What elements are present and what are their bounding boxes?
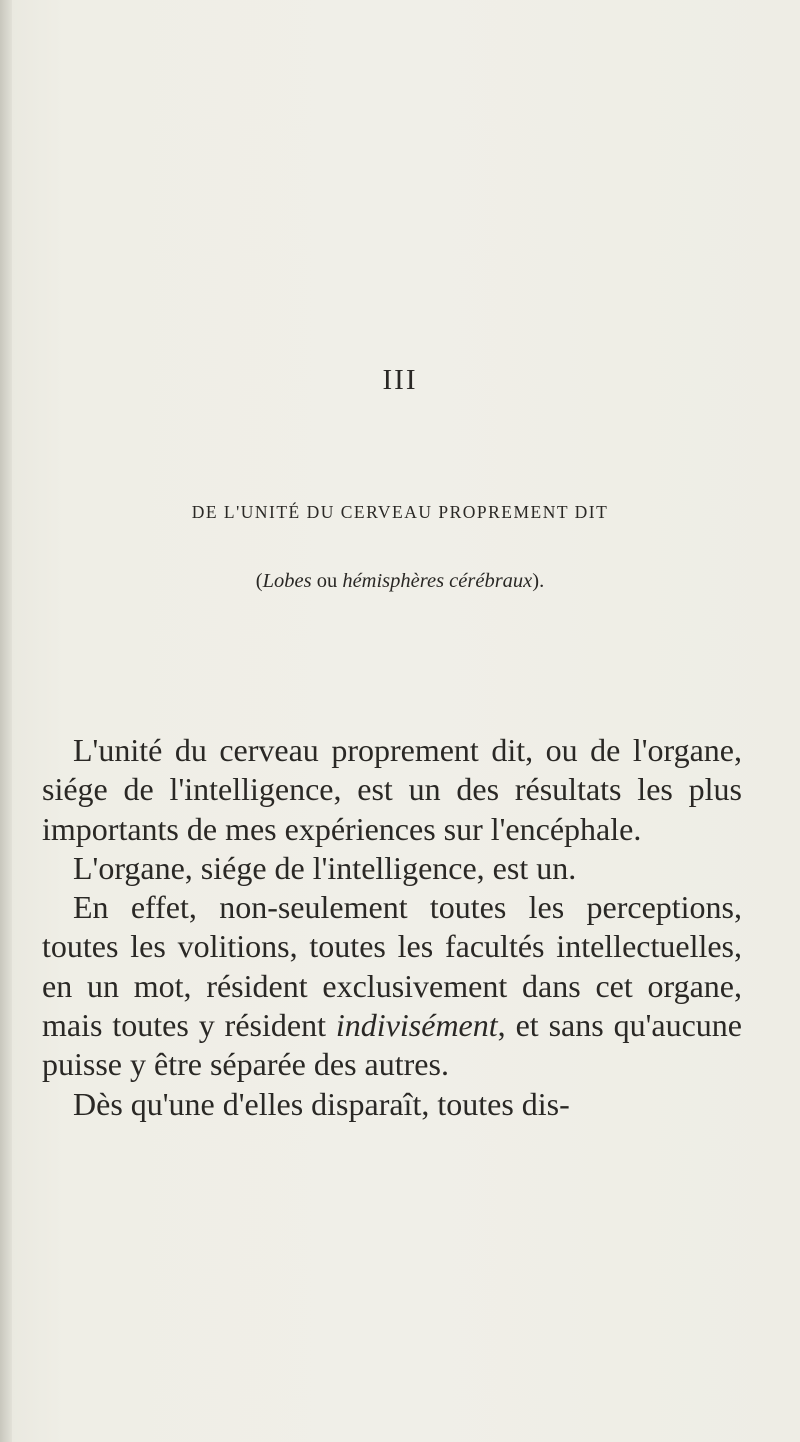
paragraph-3 bbox=[42, 888, 742, 1084]
chapter-number: III bbox=[382, 364, 418, 396]
page-gutter-shadow bbox=[0, 0, 12, 1442]
chapter-subtitle bbox=[0, 567, 800, 595]
subtitle-lobes: Lobes bbox=[262, 570, 312, 592]
paragraph-3-start: En effet, non-seulement toutes les perceptions, toutes les volitions, toutes les facultés intellectuelles, en un mot, résident exclusivement dans cet organe, mais toutes y résident bbox=[42, 889, 742, 1044]
paragraph-4: Dès qu'une d'elles disparaît, toutes dis- bbox=[73, 1085, 570, 1122]
paragraph-3-end: , et sans qu'aucune puisse y être séparée des autres. bbox=[42, 1007, 743, 1083]
subtitle-open-paren: ( bbox=[255, 570, 263, 592]
body-text bbox=[42, 731, 742, 1124]
subtitle-hemispheres: hémisphères cérébraux bbox=[342, 570, 533, 592]
subtitle-ou: ou bbox=[316, 570, 338, 592]
paragraph-3-emphasis: indivisément bbox=[335, 1007, 498, 1044]
paragraph-2: L'organe, siége de l'intelligence, est un. bbox=[73, 849, 577, 886]
paragraph-1: L'unité du cerveau proprement dit, ou de l'organe, siége de l'intelligence, est un des résultats les plus importants de mes expériences sur l'encéphale. bbox=[42, 732, 742, 847]
chapter-title: DE L'UNITÉ DU CERVEAU PROPREMENT DIT bbox=[191, 502, 609, 522]
subtitle-close-paren: ). bbox=[532, 570, 545, 592]
